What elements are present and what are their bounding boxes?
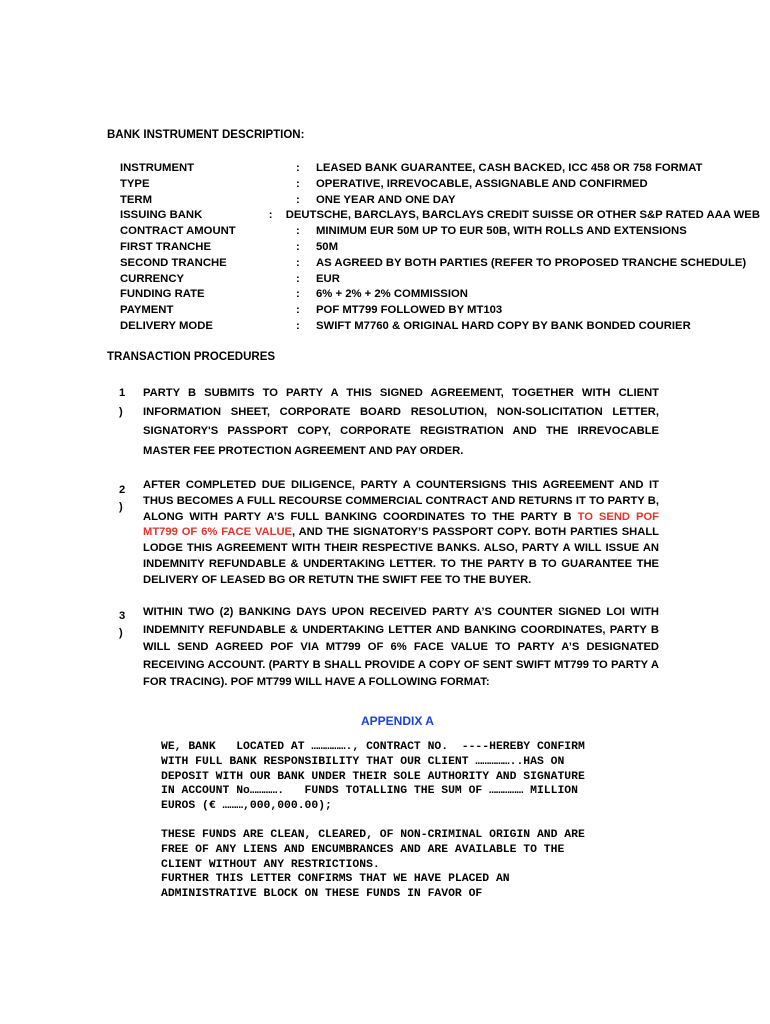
instrument-description-table: [120, 161, 760, 335]
row-value: AS AGREED BY BOTH PARTIES (REFER TO PROPOSED TRANCHE SCHEDULE): [316, 256, 747, 269]
appendix-paragraph-2: THESE FUNDS ARE CLEAN, CLEARED, OF NON-CRIMINAL ORIGIN AND ARE FREE OF ANY LIENS AND ENCUMBRANCES AND ARE AVAILABLE TO THE CLIENT WITHOUT ANY RESTRICTIONS. FURTHER THIS LETTER CONFIRMS THAT WE HAVE PLACED AN ADMINISTRATIVE BLOCK ON THESE FUNDS IN FAVOR OF: [161, 829, 585, 901]
description-row: [120, 240, 760, 256]
description-row: [120, 177, 760, 193]
colon: :: [296, 225, 300, 238]
description-row: [120, 287, 760, 303]
description-row: [120, 224, 760, 240]
row-value: DEUTSCHE, BARCLAYS, BARCLAYS CREDIT SUISSE OR OTHER S&P RATED AAA WEB: [285, 209, 760, 222]
row-value: POF MT799 FOLLOWED BY MT103: [316, 304, 503, 317]
row-label: CONTRACT AMOUNT: [120, 225, 236, 238]
procedure-text-part: , AND THE SIGNATORY’S PASSPORT COPY. BOTH PARTIES SHALL LODGE THIS AGREEMENT WITH THEIR RESPECTIVE BANKS. ALSO, PARTY A WILL ISSUE AN INDEMNITY REFUNDABLE & UNDERTAKING LETTER. TO THE PARTY B TO GUARANTEE THE DELIVERY OF LEASED BG OR RETUTN THE SWIFT FEE TO THE BUYER.: [143, 526, 659, 586]
appendix-paragraph-1: WE, BANK LOCATED AT ……………., CONTRACT NO. ----HEREBY CONFIRM WITH FULL BANK RESPONSIBILITY THAT OUR CLIENT ……………..HAS ON DEPOSIT WITH OUR BANK UNDER THEIR SOLE AUTHORITY AND SIGNATURE IN ACCOUNT No…………. FUNDS TOTALLING THE SUM OF …………… MILLION EUROS (€ ………,000,000.00);: [161, 741, 585, 813]
row-value: 50M: [316, 240, 338, 253]
colon: :: [296, 162, 300, 174]
appendix-title: APPENDIX A: [361, 714, 434, 728]
colon: :: [268, 209, 273, 222]
procedure-item-1: [119, 384, 659, 461]
row-value: SWIFT M7760 & ORIGINAL HARD COPY BY BANK BONDED COURIER: [316, 319, 691, 332]
colon: :: [296, 240, 300, 253]
colon: :: [296, 272, 300, 285]
colon: :: [296, 288, 300, 301]
description-row: [120, 272, 760, 288]
procedure-text: PARTY B SUBMITS TO PARTY A THIS SIGNED AGREEMENT, TOGETHER WITH CLIENT INFORMATION SHEET, CORPORATE BOARD RESOLUTION, NON-SOLICITATION LETTER, SIGNATORY'S PASSPORT COPY, CORPORATE REGISTRATION AND THE IRREVOCABLE MASTER FEE PROTECTION AGREEMENT AND PAY ORDER.: [143, 387, 659, 457]
procedure-text: WITHIN TWO (2) BANKING DAYS UPON RECEIVED PARTY A’S COUNTER SIGNED LOI WITH INDEMNITY REFUNDABLE & UNDERTAKING LETTER AND BANKING COORDINATES, PARTY B WILL SEND AGREED POF VIA MT799 OF 6% FACE VALUE TO PARTY A’S DESIGNATED RECEIVING ACCOUNT. (PARTY B SHALL PROVIDE A COPY OF SENT SWIFT MT799 TO PARTY A FOR TRACING). POF MT799 WILL HAVE A FOLLOWING FORMAT:: [143, 606, 659, 689]
procedure-item-3: [119, 604, 659, 692]
row-label: PAYMENT: [120, 304, 174, 317]
colon: :: [296, 193, 300, 206]
row-value: EUR: [316, 272, 340, 285]
description-row: [120, 303, 760, 319]
section-title-transaction-procedures: TRANSACTION PROCEDURES: [107, 351, 276, 363]
row-label: TYPE: [120, 177, 150, 190]
description-row: [120, 193, 760, 209]
row-value: OPERATIVE, IRREVOCABLE, ASSIGNABLE AND CONFIRMED: [316, 177, 648, 190]
procedure-number: 1 ): [119, 387, 126, 419]
row-label: DELIVERY MODE: [120, 319, 213, 332]
procedure-text: [143, 478, 659, 589]
procedure-text-part: AFTER COMPLETED DUE DILIGENCE, PARTY A COUNTERSIGNS THIS AGREEMENT AND IT THUS BECOMES A FULL RECOURSE COMMERCIAL CONTRACT AND RETURNS IT TO PARTY B, ALONG WITH PARTY A’S FULL BANKING COORDINATES TO THE PARTY B: [143, 479, 659, 523]
row-value: ONE YEAR AND ONE DAY: [316, 193, 456, 206]
row-label: INSTRUMENT: [120, 162, 195, 174]
row-label: TERM: [120, 193, 153, 206]
row-label: CURRENCY: [120, 272, 185, 285]
row-value: LEASED BANK GUARANTEE, CASH BACKED, ICC 458 OR 758 FORMAT: [316, 162, 703, 174]
description-row: [120, 161, 760, 177]
row-label: FUNDING RATE: [120, 288, 205, 301]
description-row: [120, 208, 760, 224]
colon: :: [296, 256, 300, 269]
row-label: FIRST TRANCHE: [120, 240, 211, 253]
procedure-item-2: [119, 478, 659, 589]
section-title-instrument-description: BANK INSTRUMENT DESCRIPTION:: [107, 129, 305, 141]
row-label: SECOND TRANCHE: [120, 256, 227, 269]
colon: :: [296, 304, 300, 317]
row-label: ISSUING BANK: [120, 209, 203, 222]
description-row: [120, 256, 760, 272]
highlighted-text: TO SEND POF MT799 OF 6% FACE VALUE: [143, 510, 659, 539]
procedure-number: 3 ): [119, 610, 126, 639]
colon: :: [296, 177, 300, 190]
description-row: [120, 319, 760, 335]
colon: :: [296, 319, 300, 332]
procedure-number: 2 ): [119, 484, 126, 513]
row-value: MINIMUM EUR 50M UP TO EUR 50B, WITH ROLLS AND EXTENSIONS: [316, 225, 687, 238]
row-value: 6% + 2% + 2% COMMISSION: [316, 288, 468, 301]
